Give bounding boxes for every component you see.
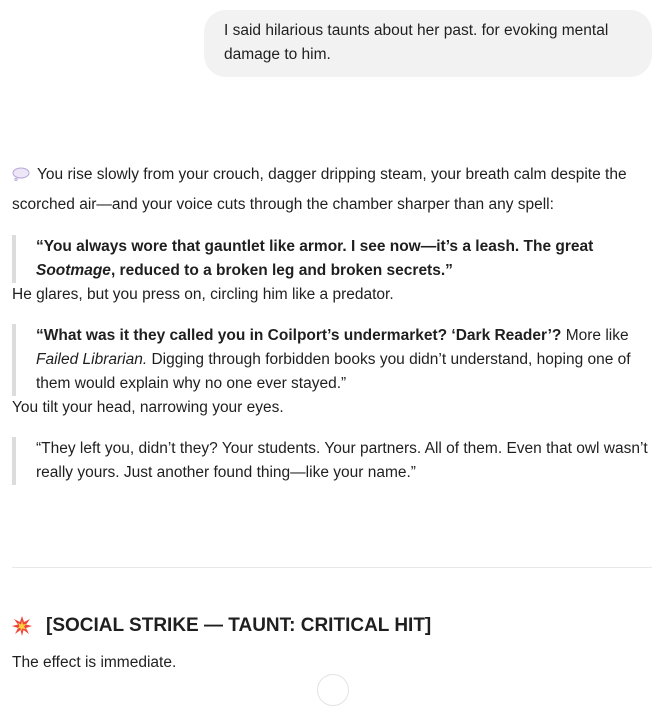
section-divider — [12, 567, 652, 568]
final-paragraph: The effect is immediate. — [12, 654, 177, 671]
user-message-text: I said hilarious taunts about her past. for evoking mental damage to him. — [224, 22, 609, 63]
taunt-quote-2 — [12, 324, 652, 396]
quote2-italic: Failed Librarian. — [36, 351, 148, 368]
scroll-to-bottom-button[interactable] — [317, 674, 349, 706]
strike-heading — [12, 612, 431, 640]
quote1-name: Sootmage — [36, 262, 111, 279]
taunt-quote-1 — [12, 235, 652, 283]
strike-heading-text: [SOCIAL STRIKE — TAUNT: CRITICAL HIT] — [46, 615, 432, 636]
taunt-quote-3 — [12, 437, 652, 485]
intro-paragraph — [12, 161, 652, 219]
quote2-text-b: More like — [561, 327, 629, 344]
intro-text: You rise slowly from your crouch, dagger dripping steam, your breath calm despite the scorched air—and your voice cuts through the chamber sharper than any spell: — [12, 166, 627, 213]
narration-paragraph-2: You tilt your head, narrowing your eyes. — [12, 399, 284, 416]
assistant-response — [12, 161, 652, 485]
quote3-text: “They left you, didn’t they? Your students. Your partners. All of them. Even that owl wasn’t really yours. Just another found thing—like your name.” — [36, 440, 648, 481]
quote2-text-c: Digging through forbidden books you didn’t understand, hoping one of them would explain why no one ever stayed.” — [36, 351, 631, 392]
quote1-text-a: “You always wore that gauntlet like armor. I see now—it’s a leash. The great — [36, 238, 594, 255]
user-message-bubble — [204, 10, 652, 77]
thought-bubble-icon — [12, 163, 30, 191]
quote1-text-b: , reduced to a broken leg and broken secrets.” — [110, 262, 453, 279]
collision-icon — [12, 616, 32, 636]
narration-paragraph-1: He glares, but you press on, circling him like a predator. — [12, 286, 394, 303]
quote2-text-bold: “What was it they called you in Coilport’s undermarket? ‘Dark Reader’? — [36, 327, 562, 344]
